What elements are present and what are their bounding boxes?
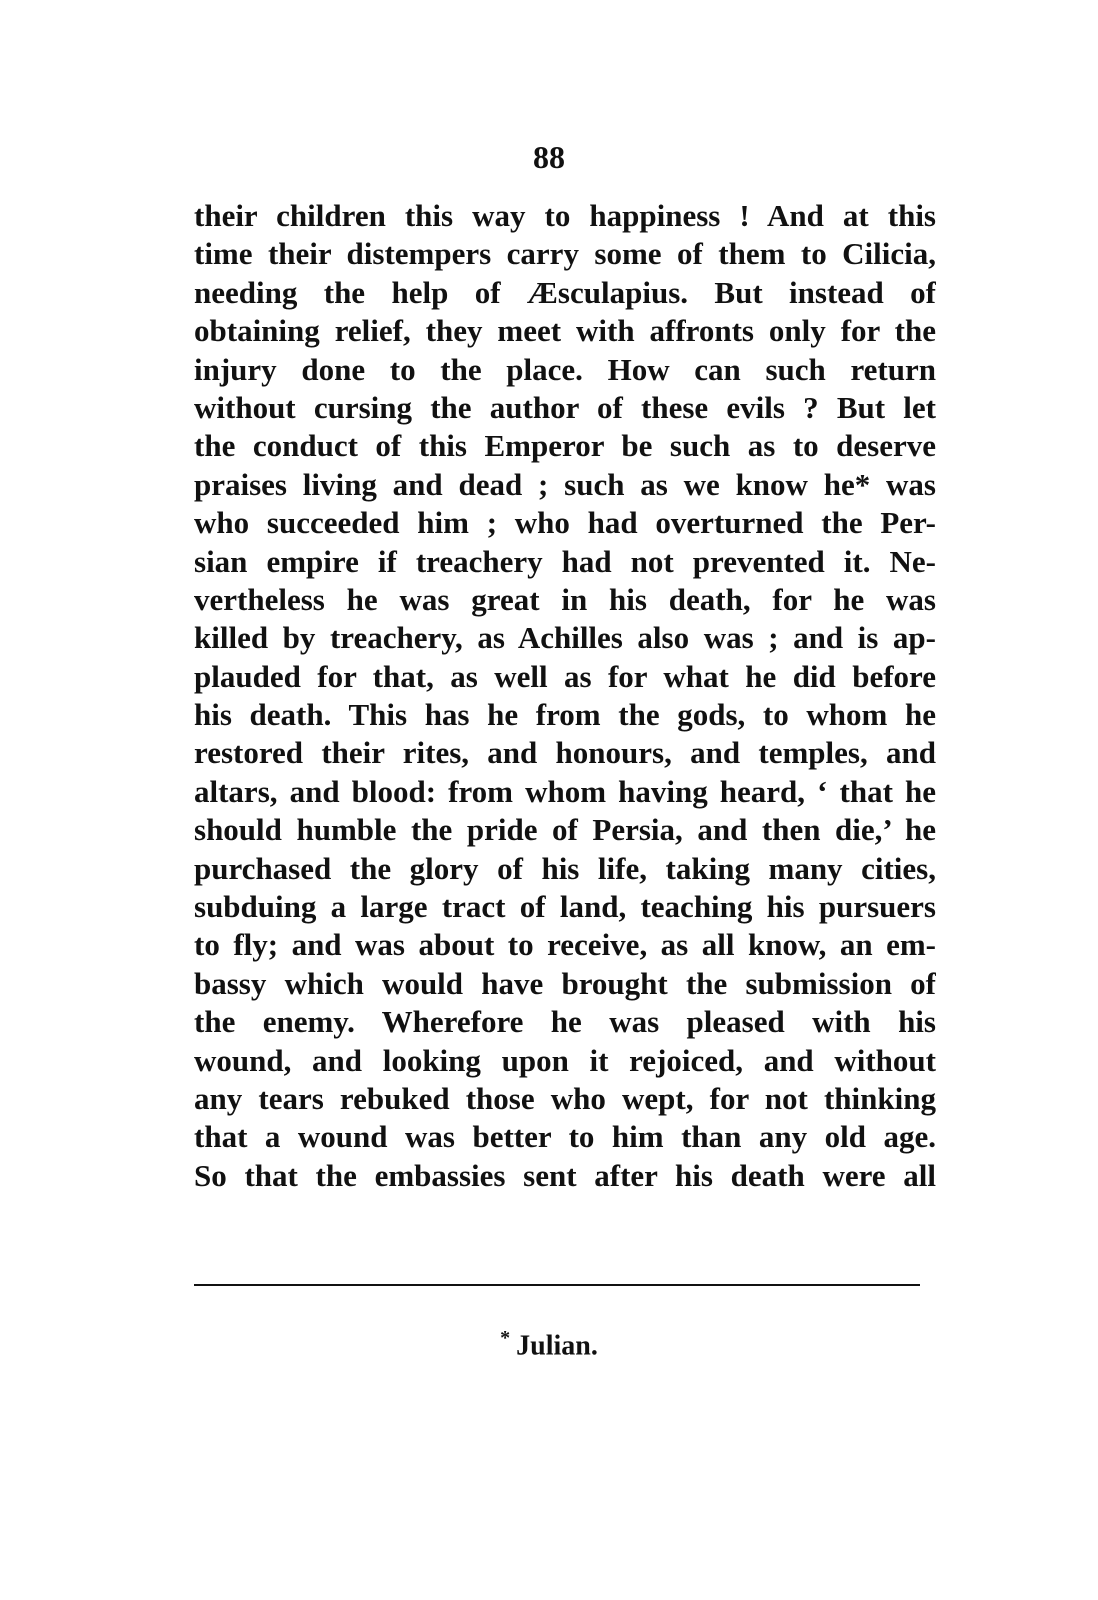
footnote-marker: * [500, 1327, 511, 1349]
text-line: the enemy. Wherefore he was pleased with his [194, 1004, 936, 1040]
text-line: that a wound was better to him than any old age. [194, 1119, 936, 1155]
page-number: 88 [533, 139, 565, 175]
text-line: subduing a large tract of land, teaching his pursuers [194, 889, 936, 925]
text-line: bassy which would have brought the submission of [194, 965, 936, 1001]
text-line: to fly; and was about to receive, as all know, an em- [194, 927, 936, 963]
footnote-text: Julian. [516, 1330, 598, 1362]
text-line: their children this way to happiness ! And at this [194, 198, 936, 233]
text-line: should humble the pride of Persia, and then die,’ he [194, 812, 936, 848]
text-line: his death. This has he from the gods, to whom he [194, 697, 936, 733]
body-text [194, 197, 936, 1195]
text-line: sian empire if treachery had not prevented it. Ne- [194, 543, 936, 579]
text-line: purchased the glory of his life, taking many cities, [194, 850, 936, 886]
text-line: altars, and blood: from whom having heard, ‘ that he [194, 773, 936, 809]
text-line: obtaining relief, they meet with affronts only for the [194, 313, 936, 349]
text-line: the conduct of this Emperor be such as to deserve [194, 428, 936, 464]
text-line: time their distempers carry some of them to Cilicia, [194, 236, 936, 272]
footnote-divider [194, 1284, 920, 1286]
text-line: vertheless he was great in his death, for he was [194, 581, 936, 617]
text-line: praises living and dead ; such as we know he* was [194, 466, 936, 502]
text-line: plauded for that, as well as for what he did before [194, 658, 936, 694]
text-line: without cursing the author of these evils ? But let [194, 389, 936, 425]
text-line: So that the embassies sent after his death were all [194, 1157, 936, 1193]
footnote [0, 1320, 1098, 1364]
text-line: wound, and looking upon it rejoiced, and without [194, 1042, 936, 1078]
text-line: injury done to the place. How can such return [194, 351, 936, 387]
text-line: who succeeded him ; who had overturned the Per- [194, 505, 936, 541]
text-line: restored their rites, and honours, and temples, and [194, 735, 936, 771]
text-line: needing the help of Æsculapius. But instead of [194, 274, 936, 310]
text-line: any tears rebuked those who wept, for not thinking [194, 1080, 936, 1116]
text-line: killed by treachery, as Achilles also was ; and is ap- [194, 620, 936, 656]
